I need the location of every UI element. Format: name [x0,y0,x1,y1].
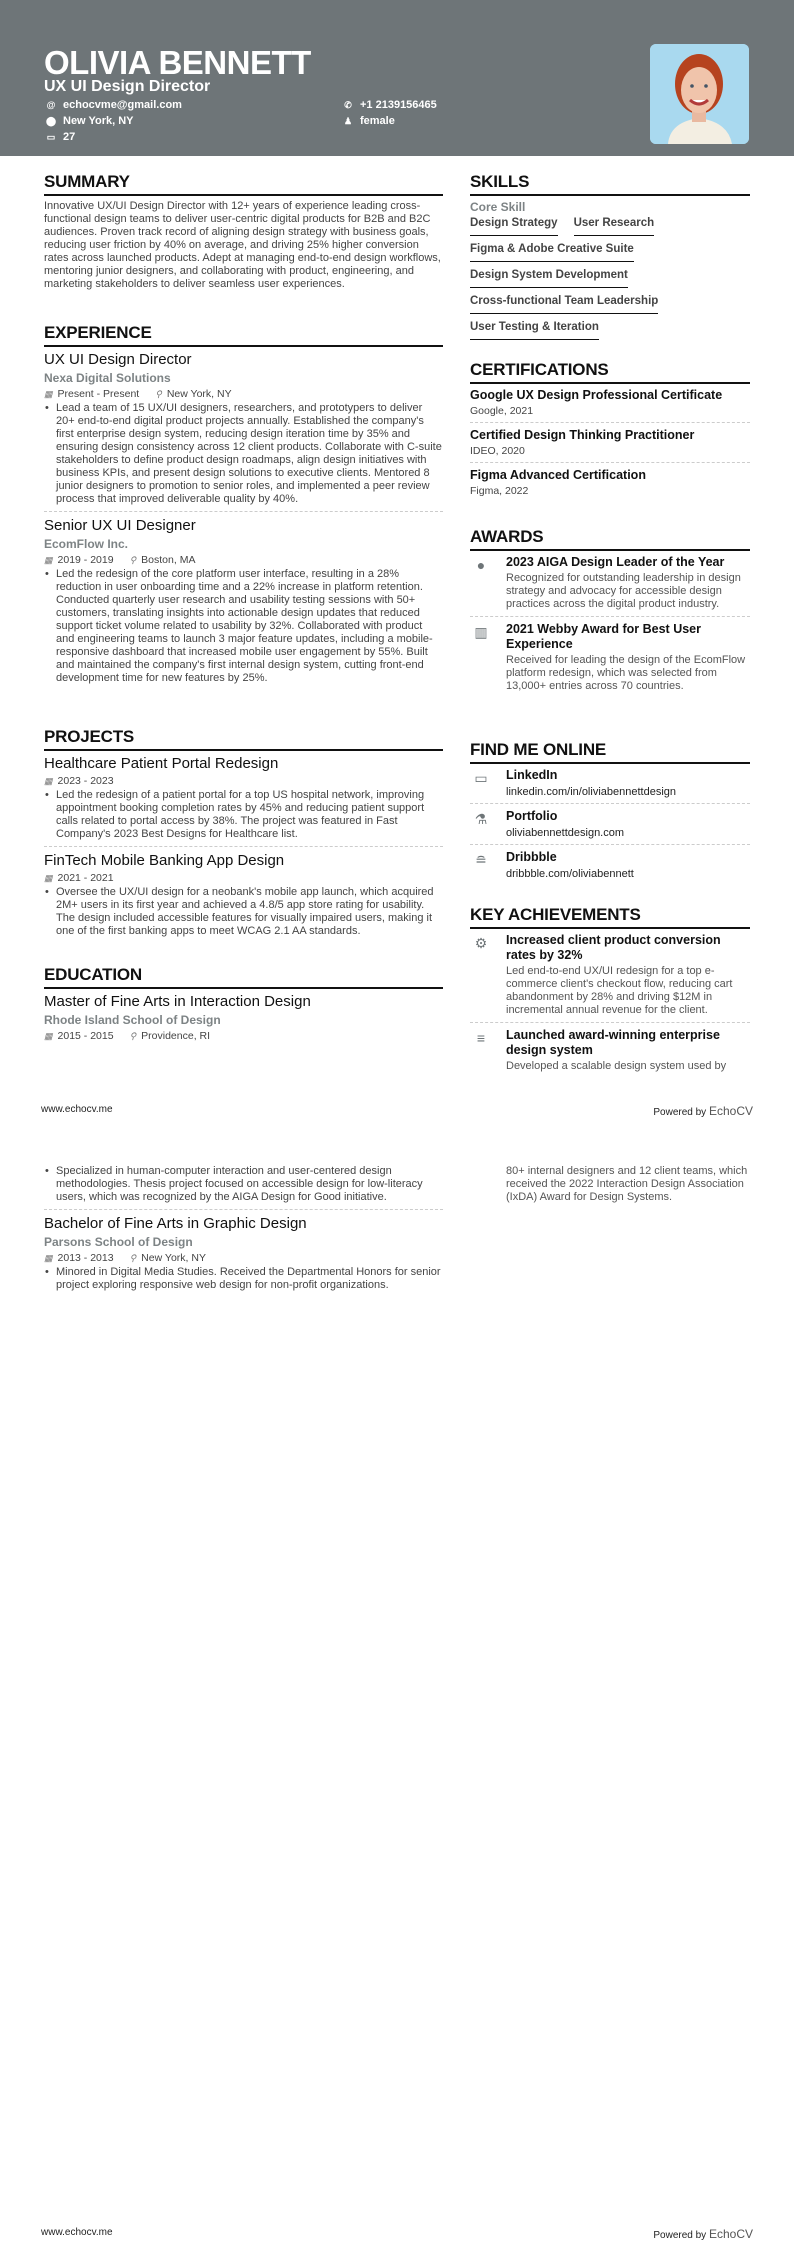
candidate-name: OLIVIA BENNETT [44,44,311,81]
job-bullet: • Lead a team of 15 UX/UI designers, researchers, and prototypers to deliver 20+ end-to-end digital product projects annually. Established the company's first enterprise design system, reducing design iteration time by 35% and ensuring design consistency across 12 client products. Collaborate with C-suite stakeholders to define product design roadmaps, align design initiatives with business KPIs, and present design solutions to executive clients. Mentored 8 junior designers to promotion to senior roles, and implemented a peer review process that improved deliverable quality by 40%. [44,402,443,506]
profile-photo [650,44,749,144]
education-heading: EDUCATION [44,965,443,989]
summary-section [44,172,443,291]
award-title: 2023 AIGA Design Leader of the Year [506,555,725,569]
page-footer [41,1104,753,1118]
online-item[interactable] [470,768,750,798]
footer-powered: Powered by [653,2230,707,2241]
job-title: UX UI Design Director [44,351,192,368]
age-text: 27 [63,131,76,143]
certifications-heading: CERTIFICATIONS [470,360,750,384]
online-heading: FIND ME ONLINE [470,740,750,764]
calendar-icon: ▦ [44,388,53,399]
summary-text: Innovative UX/UI Design Director with 12+ years of experience leading cross-functional design teams to deliver user-centric digital products for B2B and B2C audiences. Proven track record of aligning design strategy with business goals, reducing user friction by 40% on average, and driving 25% higher conversion rates across launched products. Adept at managing end-to-end design workflows, mentoring junior designers, and collaborating with product, engineering, and marketing stakeholders to deliver seamless user experiences. [44,200,441,290]
skill-tag: Design Strategy [470,214,558,236]
lines-icon: ≡ [476,1030,486,1046]
contact-location [46,115,134,127]
online-link[interactable]: linkedin.com/in/oliviabennettdesign [506,786,676,798]
achievement-item [470,1028,750,1073]
online-link[interactable]: oliviabennettdesign.com [506,827,625,839]
awards-section [470,527,750,693]
project-dates: 2021 - 2021 [57,872,114,884]
calendar-icon: ▦ [44,1030,53,1041]
page-footer [41,2227,753,2241]
divider [44,511,443,512]
award-item [470,555,750,611]
company-name: EcomFlow Inc. [44,537,129,551]
experience-item [44,517,443,685]
achievement-title: Increased client product conversion rates by 32% [506,933,721,962]
job-bullet: • Led the redesign of the core platform user interface, resulting in a 28% reduction in user onboarding time and a 22% increase in platform retention. Conducted quarterly user research and usability testing sessions with 50+ customers, translating insights into actionable design updates that reduced support ticket volume related to usability by 32%. Collaborated with product and engineering teams to launch 3 major feature updates, including a mobile-responsive dashboard that increased mobile user engagement by 55%. Built and maintained the company's first internal design system, cutting front-end development time for new features by 25%. [44,568,443,685]
skill-tag: Design System Development [470,266,628,288]
experience-heading: EXPERIENCE [44,323,443,347]
cert-issuer: Google, 2021 [470,405,534,417]
certifications-section [470,360,750,497]
contact-phone[interactable] [343,99,437,111]
divider [470,616,750,617]
online-link[interactable]: dribbble.com/oliviabennett [506,868,634,880]
divider [470,1022,750,1023]
project-bullet: • Led the redesign of a patient portal for a top US hospital network, improving appointment booking completion rates by 45% and reducing patient support calls related to portal access by 38%. The project was featured in Fast Company's 2023 Best Designs for Healthcare list. [44,789,443,841]
person-icon: ♟ [343,115,353,126]
phone-text: +1 2139156465 [360,99,437,111]
skill-tag: Figma & Adobe Creative Suite [470,240,634,262]
cert-title: Figma Advanced Certification [470,468,646,482]
awards-heading: AWARDS [470,527,750,551]
achievement-desc: 80+ internal designers and 12 client teams, which received the 2022 Interaction Design Association (IxDA) Award for Design Systems. [506,1165,748,1203]
skill-tag: User Research [574,214,655,236]
education-section [44,965,443,1042]
location-pin-icon: ⚲ [155,388,162,399]
award-desc: Received for leading the design of the EcomFlow platform redesign, which was selected from 13,000+ entries across 70 countries. [506,654,746,692]
project-dates: 2023 - 2023 [57,775,114,787]
online-item[interactable] [470,850,750,880]
footer-brand[interactable]: EchoCV [708,2227,753,2241]
degree-title: Bachelor of Fine Arts in Graphic Design [44,1215,307,1232]
flask-icon: ⚗ [474,811,488,827]
gear-icon: ⚙ [474,935,488,951]
location-pin-icon: ⚲ [129,1252,137,1263]
education-location: Providence, RI [141,1030,211,1042]
email-text: echocvme@gmail.com [63,99,182,111]
location-pin-icon: ⚲ [129,554,137,565]
footer-powered: Powered by [653,1107,707,1118]
gender-text: female [360,115,395,127]
footer-brand[interactable]: EchoCV [708,1104,753,1118]
divider [470,803,750,804]
cake-icon: ≘ [475,852,487,868]
monitor-icon: ▭ [474,770,488,786]
candidate-title: UX UI Design Director [44,78,211,95]
online-section [470,740,750,880]
at-icon: @ [46,100,56,110]
degree-title: Master of Fine Arts in Interaction Design [44,993,311,1010]
location-text: New York, NY [63,115,134,127]
skill-group-label: Core Skill [470,200,526,214]
projects-section [44,727,443,938]
education-bullet: • Specialized in human-computer interaction and user-centered design methodologies. Thesis project focused on accessible design for low-literacy users, which was recognized by the AIGA Design for Good initiative. [44,1165,443,1204]
award-title: 2021 Webby Award for Best User Experience [506,622,701,651]
resume-header [0,0,794,156]
experience-section [44,323,443,685]
education-location: New York, NY [141,1252,206,1264]
company-name: Nexa Digital Solutions [44,371,171,385]
contact-email[interactable] [46,99,182,111]
education-continued [44,1163,443,1292]
divider [44,1209,443,1210]
cert-issuer: Figma, 2022 [470,485,529,497]
achievement-desc: Led end-to-end UX/UI redesign for a top e-commerce client's checkout flow, reducing cart abandonment by 28% and driving $12M in incremental annual revenue for the client. [506,965,733,1016]
project-title: Healthcare Patient Portal Redesign [44,755,279,772]
achievement-title: Launched award-winning enterprise design system [506,1028,720,1057]
skill-tag: User Testing & Iteration [470,318,599,340]
education-dates: 2015 - 2015 [57,1030,114,1042]
job-title: Senior UX UI Designer [44,517,196,534]
job-location: Boston, MA [141,554,196,566]
education-dates: 2013 - 2013 [57,1252,114,1264]
project-title: FinTech Mobile Banking App Design [44,852,285,869]
job-dates: 2019 - 2019 [57,554,114,566]
school-name: Rhode Island School of Design [44,1013,221,1027]
achievements-heading: KEY ACHIEVEMENTS [470,905,750,929]
skills-heading: SKILLS [470,172,750,196]
project-bullet: • Oversee the UX/UI design for a neobank's mobile app launch, which acquired 2M+ users in its first year and achieved a 4.8/5 app store rating for usability. The design included accessible features for visually impaired users, making it one of the first banking apps to meet WCAG 2.1 AA standards. [44,886,443,938]
skills-section [470,172,750,344]
divider [470,844,750,845]
job-dates: Present - Present [57,388,140,400]
location-pin-icon: ⬤ [46,115,57,126]
calendar-icon: ▭ [46,131,56,142]
skill-tag: Cross-functional Team Leadership [470,292,658,314]
calendar-icon: ▦ [44,872,53,883]
achievements-continued [470,1163,750,1204]
contact-gender [343,115,395,127]
online-title: Portfolio [506,809,558,823]
award-item [470,622,750,693]
footer-site[interactable]: www.echocv.me [41,2227,113,2238]
building-icon: ▥ [474,624,488,640]
divider [44,846,443,847]
cert-title: Certified Design Thinking Practitioner [470,428,695,442]
phone-icon: ✆ [344,99,352,110]
achievement-item [470,933,750,1017]
online-title: Dribbble [506,850,557,864]
calendar-icon: ▦ [44,1252,53,1263]
cert-issuer: IDEO, 2020 [470,445,525,457]
contact-age [46,131,75,143]
calendar-icon: ▦ [44,775,53,786]
education-bullet: • Minored in Digital Media Studies. Received the Departmental Honors for senior project exploring responsive web design for non-profit organizations. [44,1266,443,1292]
divider [470,422,750,423]
online-item[interactable] [470,809,750,839]
achievement-desc: Developed a scalable design system used by [506,1060,727,1072]
location-pin-icon: ⚲ [129,1030,137,1041]
calendar-icon: ▦ [44,554,53,565]
experience-item [44,351,443,506]
award-desc: Recognized for outstanding leadership in design strategy and advocacy for accessible design practices across the digital product industry. [506,572,741,610]
projects-heading: PROJECTS [44,727,443,751]
cert-title: Google UX Design Professional Certificate [470,388,723,402]
footer-site[interactable]: www.echocv.me [41,1104,113,1115]
divider [470,462,750,463]
school-name: Parsons School of Design [44,1235,193,1249]
ellipsis-circle-icon: ● [476,557,486,573]
achievements-section [470,905,750,1073]
online-title: LinkedIn [506,768,558,782]
job-location: New York, NY [166,388,232,400]
summary-heading: SUMMARY [44,172,443,196]
